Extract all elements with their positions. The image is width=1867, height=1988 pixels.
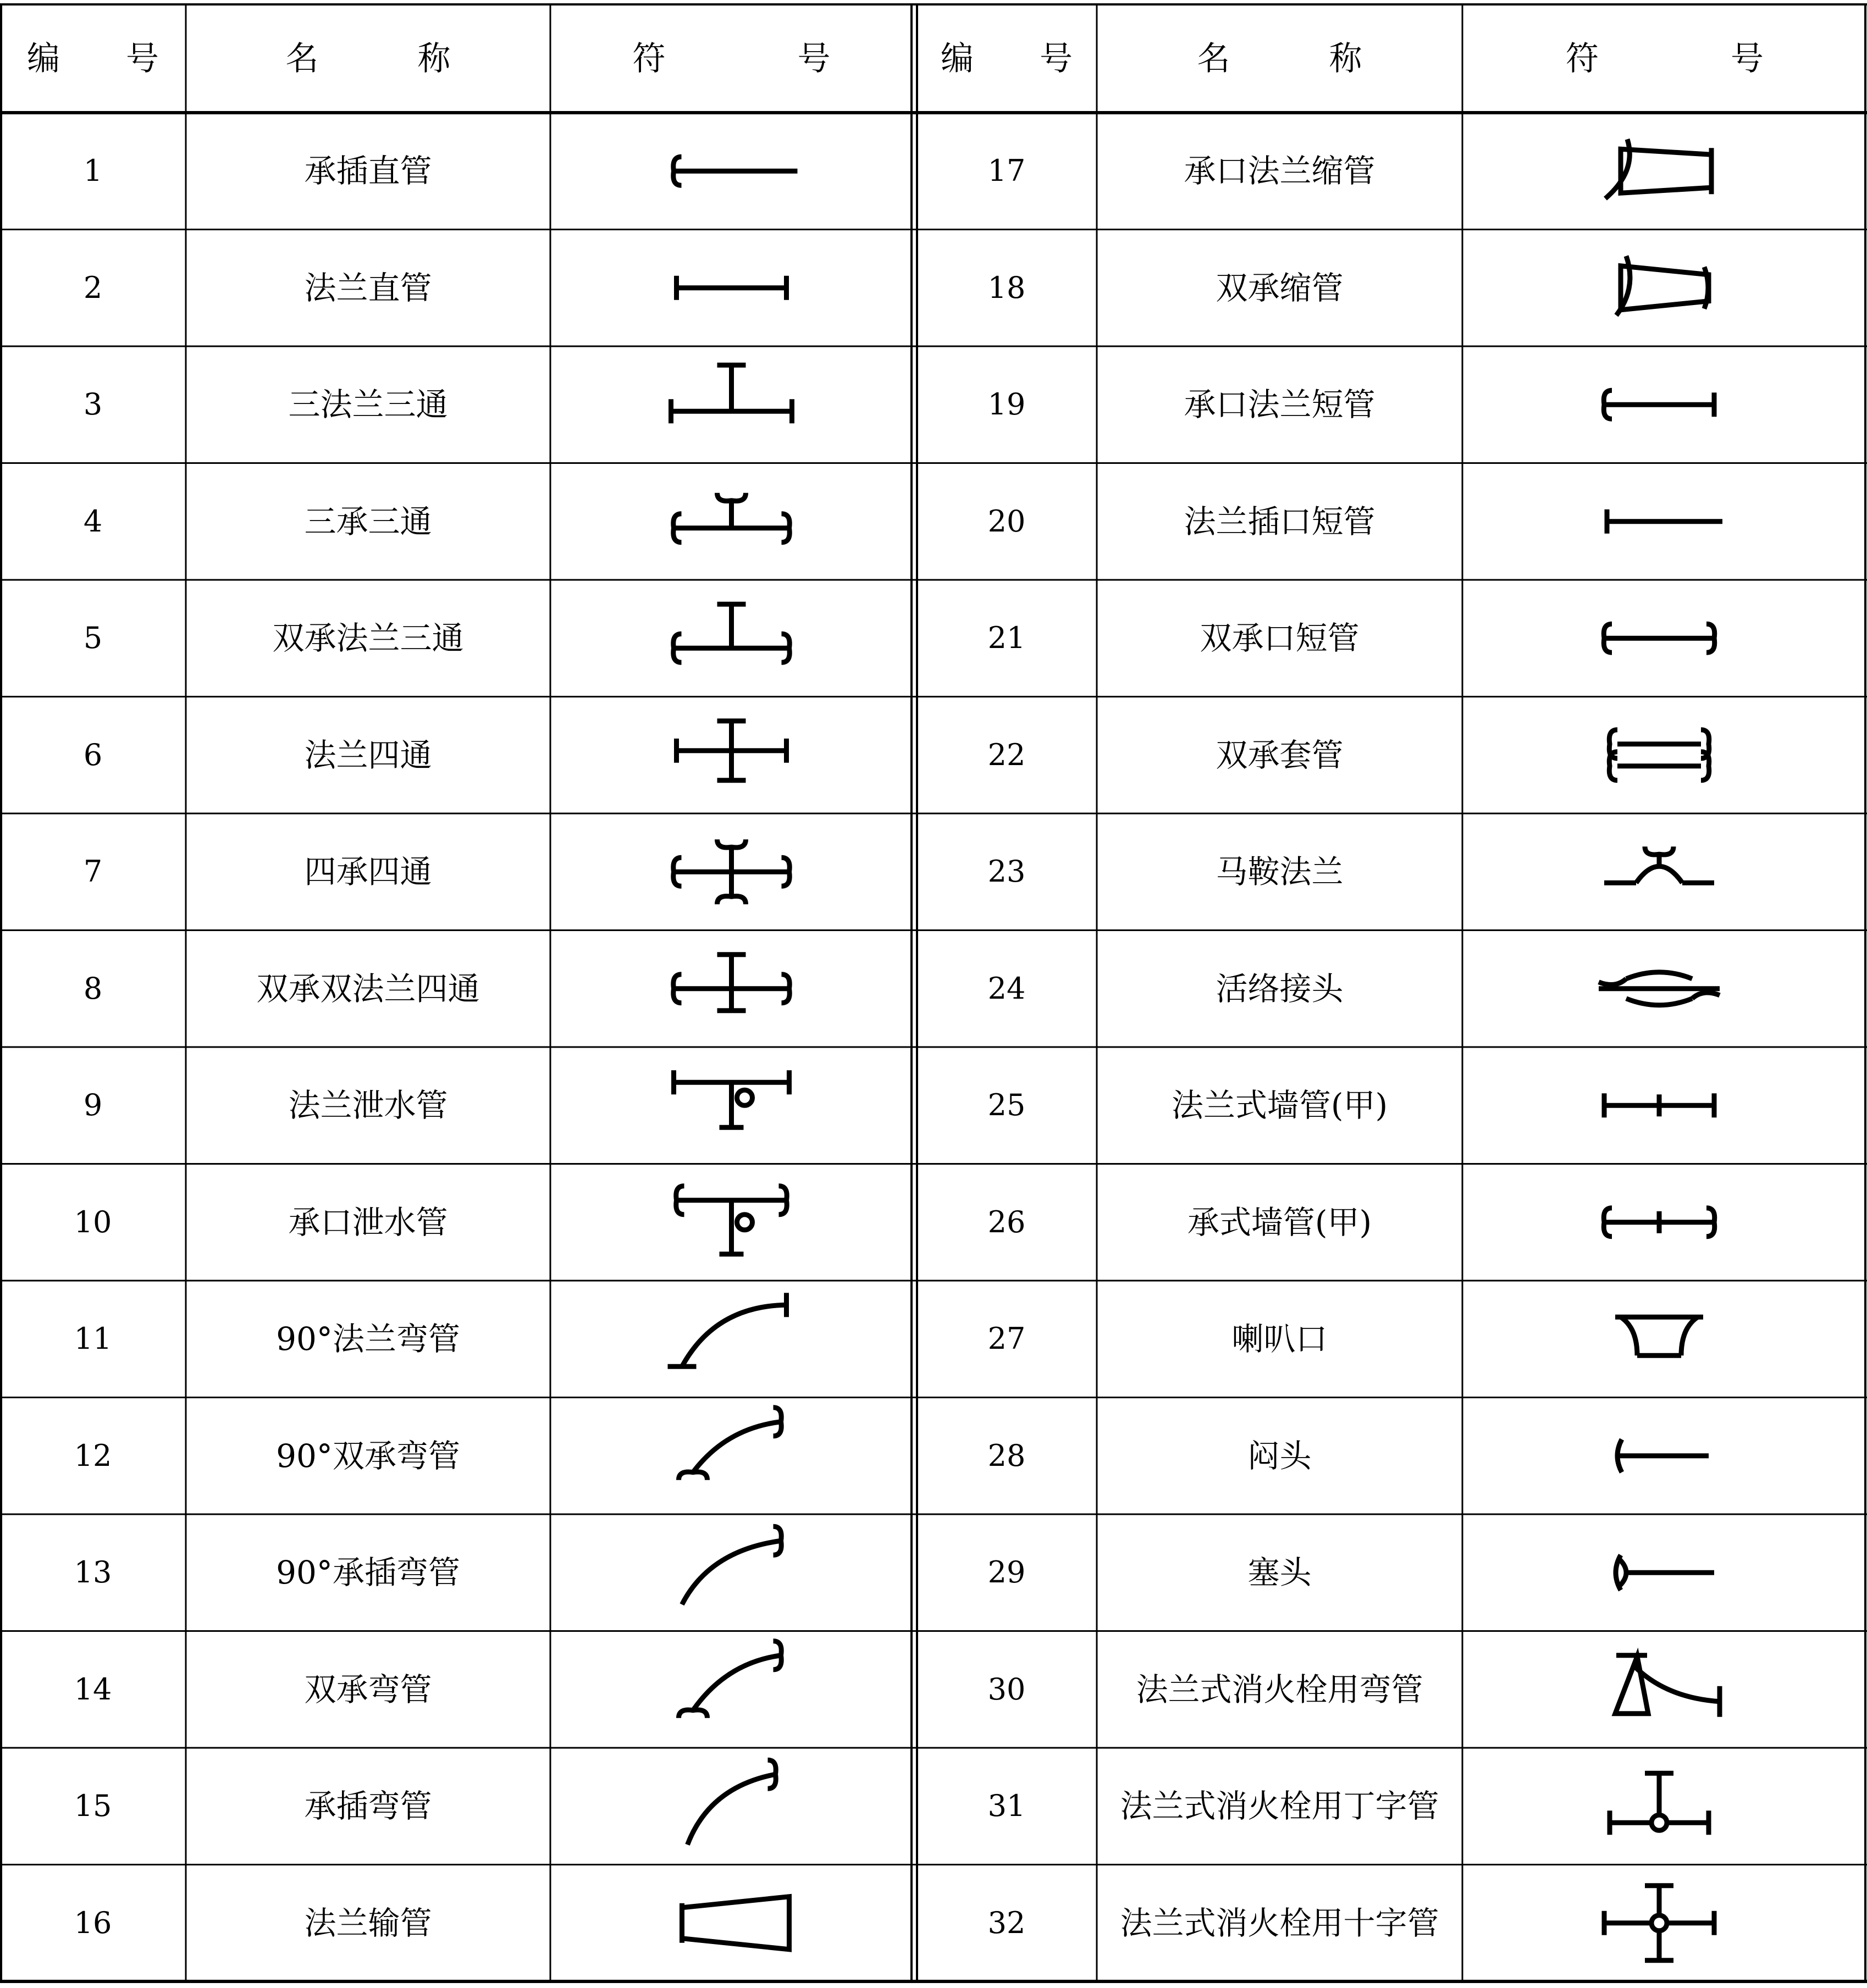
row-number: 25 xyxy=(987,1088,1026,1123)
saddle-flange-icon xyxy=(1604,846,1714,883)
fitting-name: 法兰输管 xyxy=(304,1904,432,1942)
fitting-name: 法兰插口短管 xyxy=(1184,502,1376,540)
row-number: 7 xyxy=(83,854,103,889)
row-number: 31 xyxy=(987,1788,1026,1824)
row-number: 2 xyxy=(83,270,103,305)
fitting-name: 90°法兰弯管 xyxy=(276,1320,460,1358)
double-socket-bend-icon xyxy=(679,1641,782,1718)
double-socket-flange-tee-icon xyxy=(673,604,789,662)
row-number: 13 xyxy=(74,1555,112,1590)
socket-spigot-90-bend-icon xyxy=(682,1526,782,1604)
flanged-hydrant-bend-icon xyxy=(1615,1655,1720,1717)
flange-spigot-short-pipe-icon xyxy=(1607,510,1722,534)
row-number: 17 xyxy=(987,153,1026,189)
fitting-name: 承口法兰短管 xyxy=(1184,386,1376,424)
row-number: 28 xyxy=(987,1438,1026,1473)
row-number: 30 xyxy=(987,1671,1026,1707)
row-number: 14 xyxy=(74,1671,112,1707)
fitting-name: 承口泄水管 xyxy=(288,1203,448,1241)
double-socket-90-bend-icon xyxy=(679,1408,782,1480)
fitting-name: 90°承插弯管 xyxy=(276,1554,460,1592)
header-symbol: 符 号 xyxy=(1566,39,1764,78)
row-number: 22 xyxy=(987,737,1026,772)
header-name: 名 称 xyxy=(1197,39,1362,78)
socket-wall-pipe-icon xyxy=(1604,1208,1714,1237)
fitting-name: 双承套管 xyxy=(1216,736,1344,774)
fitting-name: 双承双法兰四通 xyxy=(256,970,480,1007)
fitting-name: 法兰直管 xyxy=(304,269,432,307)
blind-cap-icon xyxy=(1615,1439,1709,1472)
plug-icon xyxy=(1616,1555,1714,1590)
flanged-drain-pipe-icon xyxy=(674,1070,789,1127)
flanged-wall-pipe-icon xyxy=(1604,1093,1714,1117)
fitting-name: 马鞍法兰 xyxy=(1216,853,1344,891)
socket-spigot-straight-pipe-icon xyxy=(673,157,798,185)
fitting-name: 法兰式消火栓用十字管 xyxy=(1120,1904,1439,1942)
header-name: 名 称 xyxy=(285,39,451,78)
fitting-name: 承插直管 xyxy=(304,152,432,190)
row-number: 16 xyxy=(74,1905,112,1940)
socket-spigot-bend-icon xyxy=(688,1760,776,1845)
row-number: 19 xyxy=(987,387,1026,422)
fitting-name: 活络接头 xyxy=(1216,970,1344,1007)
fitting-name: 三法兰三通 xyxy=(288,386,448,424)
fitting-name: 法兰式消火栓用丁字管 xyxy=(1120,1787,1439,1825)
bellmouth-icon xyxy=(1615,1317,1703,1355)
row-number: 27 xyxy=(987,1321,1026,1356)
row-number: 6 xyxy=(83,737,103,772)
socket-flange-reducer-icon xyxy=(1605,139,1711,198)
row-number: 4 xyxy=(83,503,103,539)
socket-drain-pipe-icon xyxy=(676,1186,787,1254)
double-socket-short-pipe-icon xyxy=(1604,624,1714,652)
fitting-name: 塞头 xyxy=(1247,1554,1312,1592)
row-number: 18 xyxy=(987,270,1026,305)
flexible-joint-icon xyxy=(1599,972,1720,1005)
flanged-hydrant-tee-icon xyxy=(1610,1773,1709,1835)
double-socket-reducer-icon xyxy=(1616,256,1709,315)
header-number: 编 号 xyxy=(941,39,1073,78)
row-number: 3 xyxy=(83,387,103,422)
row-number: 12 xyxy=(74,1438,112,1473)
flanged-straight-pipe-icon xyxy=(677,276,787,300)
triple-flange-tee-icon xyxy=(671,365,792,423)
fitting-name: 承口法兰缩管 xyxy=(1184,152,1376,190)
row-number: 9 xyxy=(83,1088,103,1123)
row-number: 5 xyxy=(83,621,103,656)
fitting-name: 三承三通 xyxy=(304,502,432,540)
header-symbol: 符 号 xyxy=(632,39,831,78)
row-number: 23 xyxy=(987,854,1026,889)
fitting-name: 90°双承弯管 xyxy=(276,1437,460,1475)
fitting-name: 闷头 xyxy=(1247,1437,1312,1475)
row-number: 24 xyxy=(987,971,1026,1006)
fitting-name: 承式墙管(甲) xyxy=(1187,1203,1372,1241)
fitting-name: 法兰四通 xyxy=(304,736,432,774)
double-socket-sleeve-icon xyxy=(1609,730,1709,780)
row-number: 26 xyxy=(987,1204,1026,1239)
row-number: 20 xyxy=(987,503,1026,539)
row-number: 32 xyxy=(987,1905,1026,1940)
triple-socket-tee-icon xyxy=(673,493,789,542)
header-number: 编 号 xyxy=(27,39,159,78)
fitting-name: 法兰泄水管 xyxy=(288,1087,448,1125)
fitting-name: 法兰式消火栓用弯管 xyxy=(1136,1670,1423,1708)
four-socket-cross-icon xyxy=(673,839,789,904)
row-number: 11 xyxy=(74,1321,112,1356)
fitting-name: 喇叭口 xyxy=(1231,1320,1328,1358)
fitting-name: 双承缩管 xyxy=(1216,269,1344,307)
double-socket-double-flange-cross-icon xyxy=(673,955,789,1011)
row-number: 8 xyxy=(83,971,103,1006)
flanged-hydrant-cross-icon xyxy=(1604,1886,1714,1961)
row-number: 29 xyxy=(987,1555,1026,1590)
flanged-cross-icon xyxy=(677,721,787,780)
flanged-taper-pipe-icon xyxy=(682,1896,789,1951)
row-number: 10 xyxy=(74,1204,112,1239)
flanged-90-bend-icon xyxy=(668,1293,787,1366)
fitting-name: 双承法兰三通 xyxy=(272,619,464,657)
fitting-name: 承插弯管 xyxy=(304,1787,432,1825)
fitting-name: 双承口短管 xyxy=(1200,619,1360,657)
fitting-name: 法兰式墙管(甲) xyxy=(1171,1087,1388,1125)
fitting-name: 四承四通 xyxy=(304,853,432,891)
row-number: 21 xyxy=(987,621,1026,656)
row-number: 1 xyxy=(83,153,103,189)
row-number: 15 xyxy=(74,1788,112,1824)
socket-flange-short-pipe-icon xyxy=(1604,390,1714,419)
fitting-name: 双承弯管 xyxy=(304,1670,432,1708)
